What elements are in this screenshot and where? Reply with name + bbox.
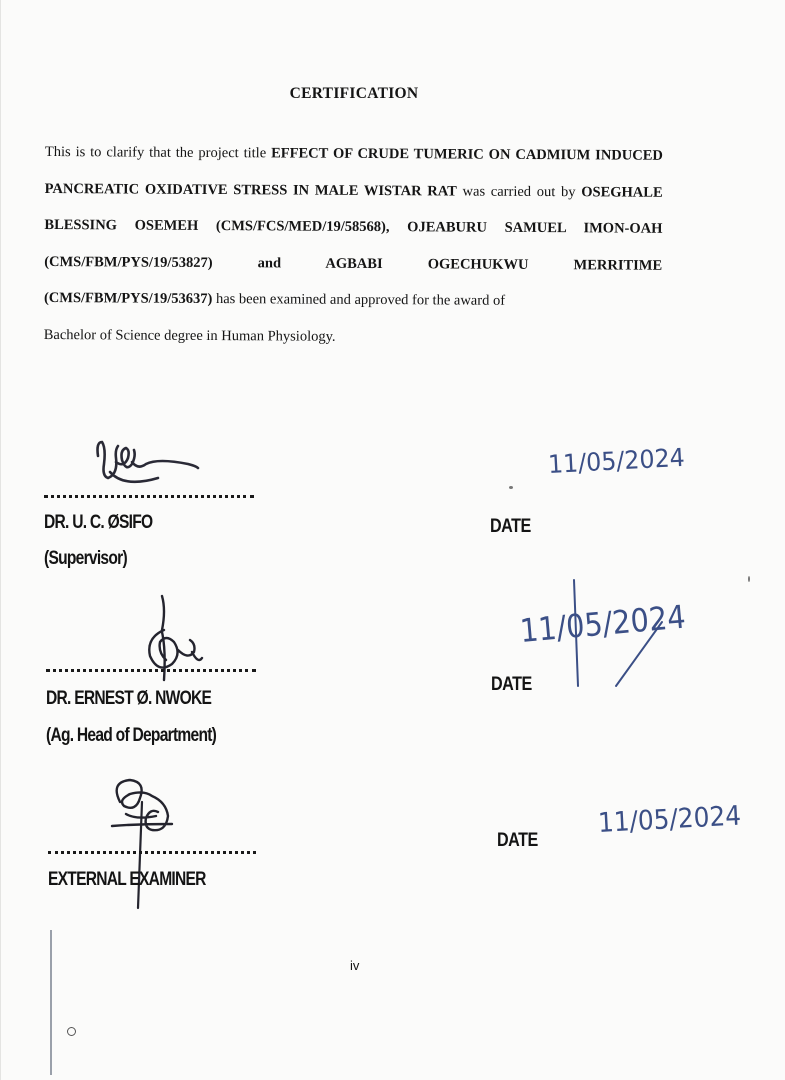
- student-2: OJEABURU SAMUEL IMON-OAH (CMS/FBM/PYS/19/53827): [44, 219, 663, 271]
- external-examiner-signature: [96, 772, 196, 912]
- page-edge: [0, 0, 1, 1080]
- supervisor-handwritten-date: 11/05/2024: [547, 442, 686, 479]
- supervisor-name: DR. U. C. ØSIFO: [44, 512, 153, 533]
- approval-text: has been examined and approved for the award of: [212, 291, 506, 309]
- connector-text: was carried out by: [456, 183, 582, 200]
- external-handwritten-date: 11/05/2024: [597, 800, 742, 839]
- external-date-label: DATE: [497, 830, 538, 851]
- student-1: OSEGHALE BLESSING OSEMEH (CMS/FCS/MED/19/58568),: [44, 183, 663, 236]
- hod-signature-line: [46, 669, 256, 672]
- ink-speck: [748, 576, 750, 582]
- hod-name: DR. ERNEST Ø. NWOKE: [46, 688, 212, 709]
- intro-text: This is to clarify that the project title: [44, 143, 272, 162]
- supervisor-date-label: DATE: [490, 516, 531, 537]
- external-examiner-signature-line: [48, 851, 256, 854]
- hod-role: (Ag. Head of Department): [46, 725, 217, 746]
- hod-date-label: DATE: [491, 674, 532, 695]
- hod-handwritten-date: 11/05/2024: [518, 597, 688, 650]
- page-number: iv: [350, 958, 360, 973]
- and-word: and: [212, 254, 326, 272]
- supervisor-signature-line: [44, 495, 254, 498]
- punch-hole-mark: [67, 1027, 76, 1036]
- project-title: EFFECT OF CRUDE TUMERIC ON CADMIUM INDUCED PANCREATIC OXIDATIVE STRESS IN MALE WISTAR RAT: [44, 145, 663, 200]
- ink-speck: [509, 486, 513, 489]
- certification-paragraph: [44, 134, 663, 357]
- supervisor-role: (Supervisor): [44, 548, 127, 569]
- supervisor-signature: [88, 428, 208, 498]
- student-3: AGBABI OGECHUKWU MERRITIME (CMS/FBM/PYS/19/53637): [43, 255, 663, 308]
- degree-text: Bachelor of Science degree in Human Physiology.: [43, 326, 336, 345]
- external-examiner-title: EXTERNAL EXAMINER: [48, 869, 206, 890]
- margin-mark: [50, 930, 52, 1075]
- certification-title: CERTIFICATION: [289, 85, 419, 102]
